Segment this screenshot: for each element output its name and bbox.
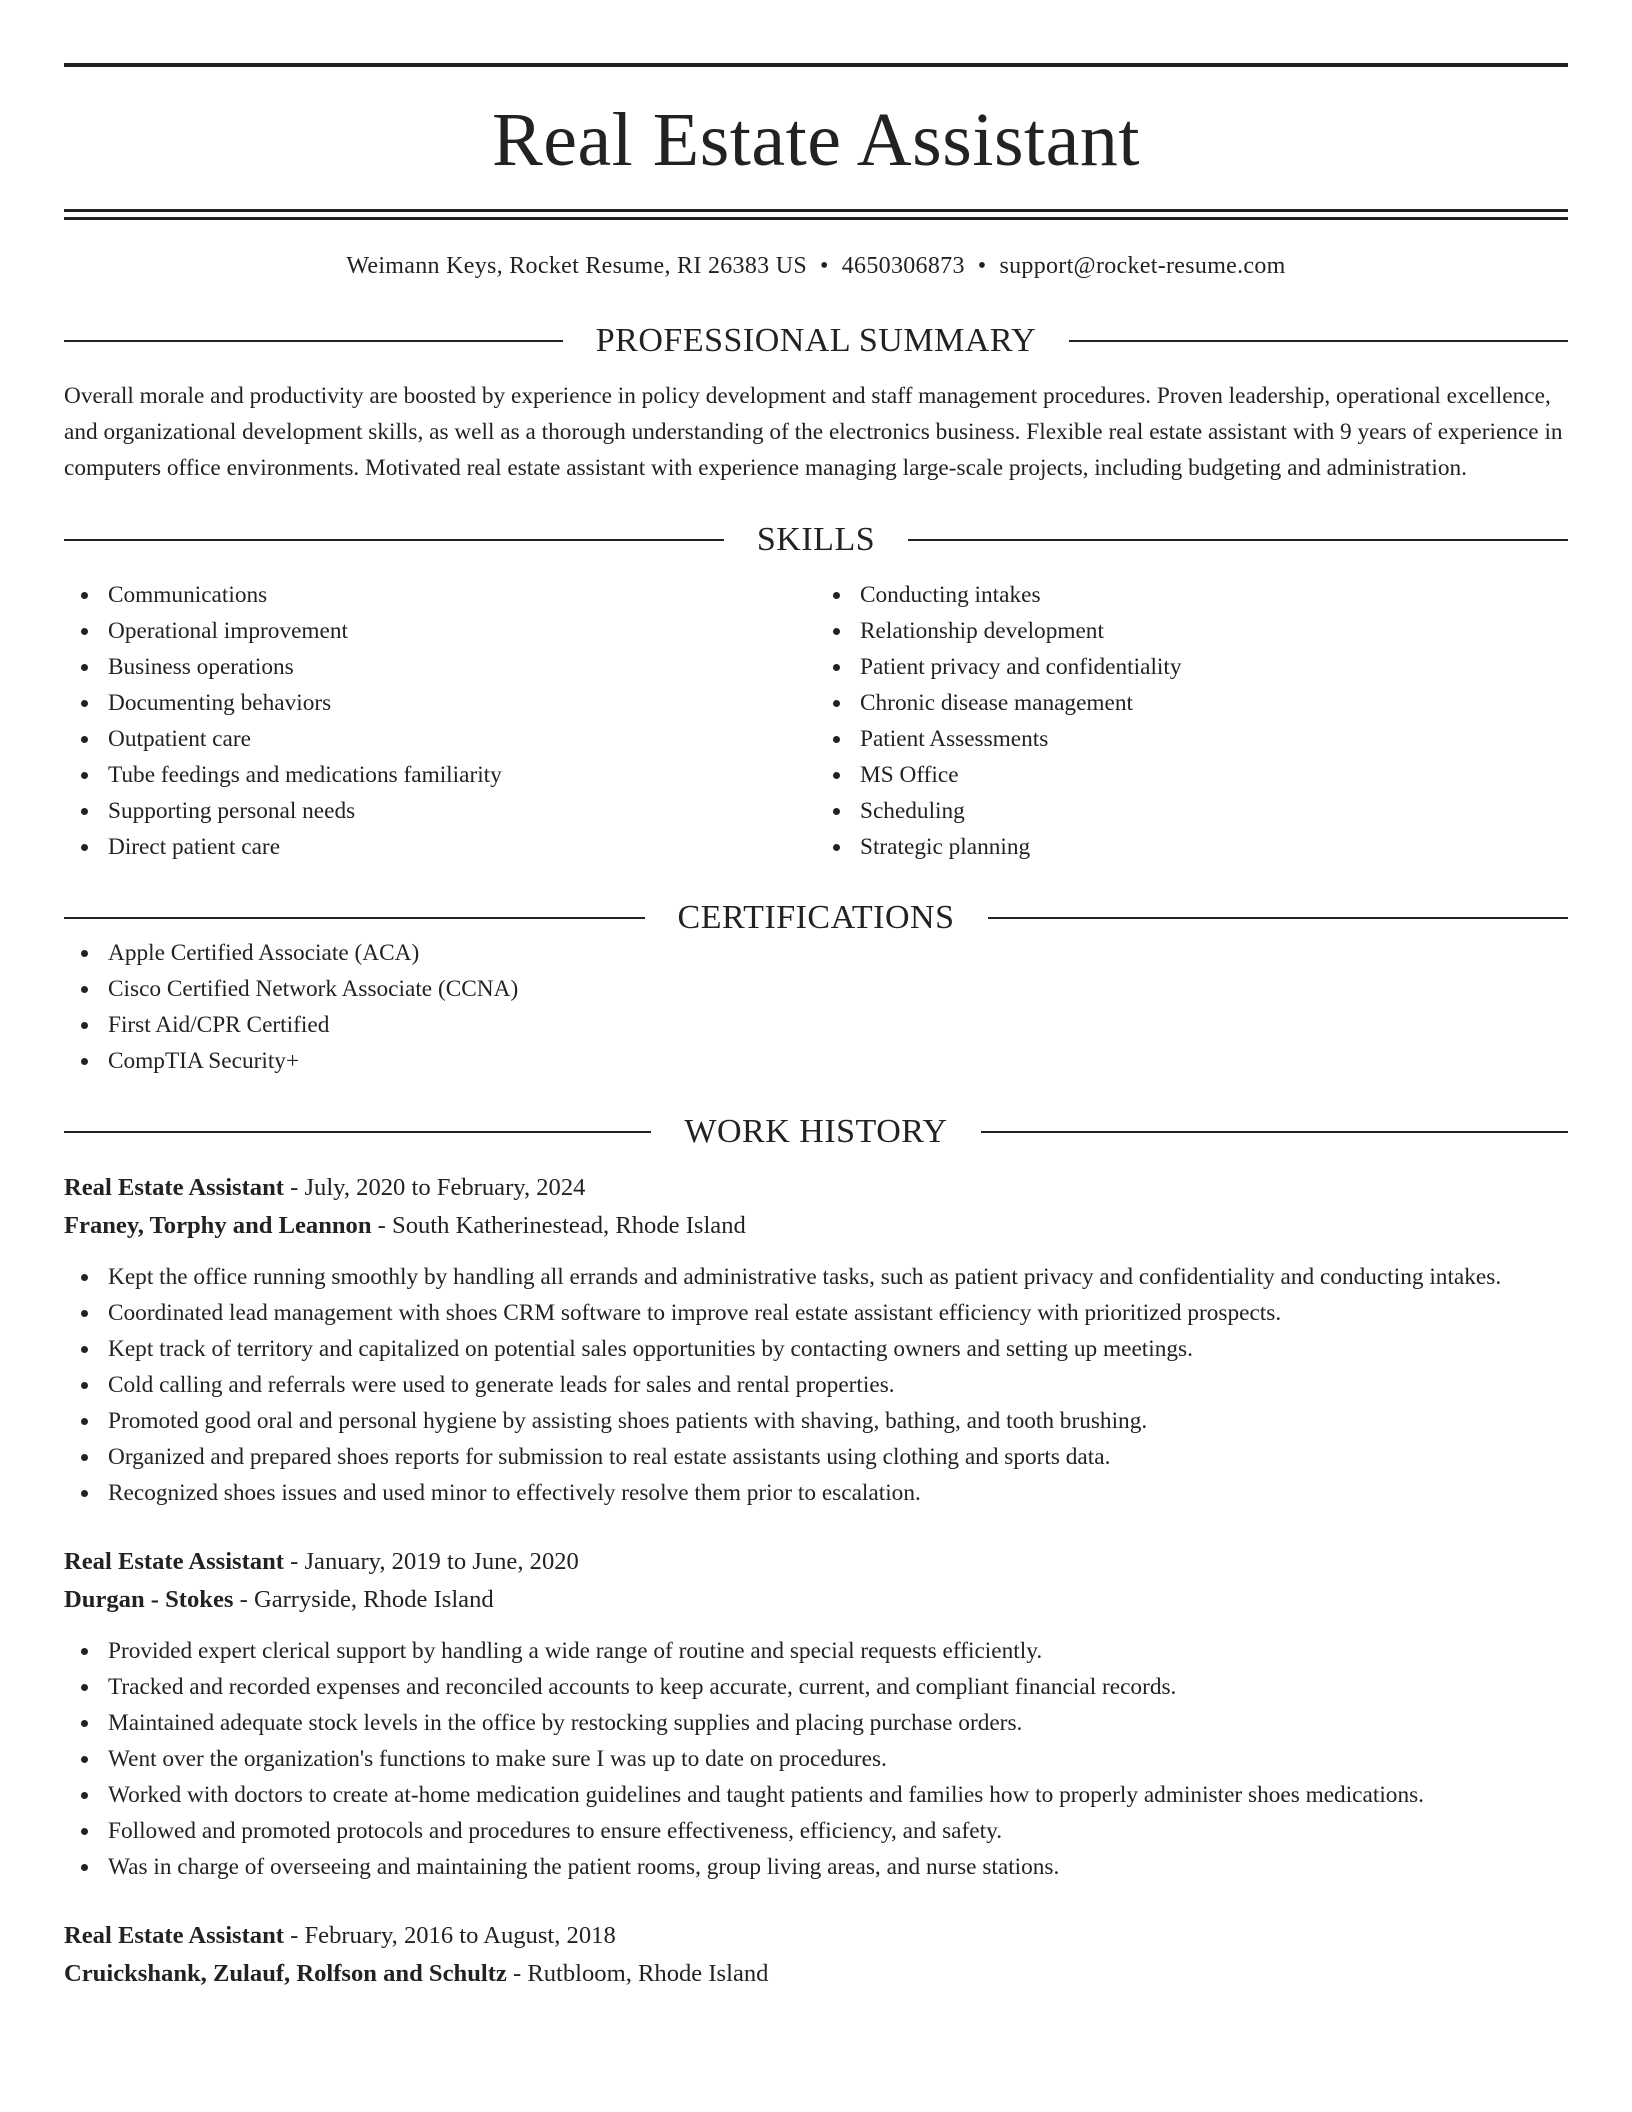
skills-list-right bbox=[816, 577, 1568, 865]
job-title-line bbox=[64, 1543, 1568, 1581]
job-title: Real Estate Assistant bbox=[64, 1174, 284, 1201]
certification-item: Cisco Certified Network Associate (CCNA) bbox=[108, 971, 1568, 1007]
job-entry bbox=[64, 1917, 1568, 1993]
job-title: Real Estate Assistant bbox=[64, 1922, 284, 1949]
job-dates: - July, 2020 to February, 2024 bbox=[283, 1174, 586, 1201]
resume-title: Real Estate Assistant bbox=[492, 98, 1140, 182]
certification-item: First Aid/CPR Certified bbox=[108, 1007, 1568, 1043]
contact-separator: • bbox=[977, 253, 987, 279]
job-dates: - February, 2016 to August, 2018 bbox=[283, 1922, 616, 1949]
heading-rule bbox=[64, 1131, 651, 1133]
work-history-title: WORK HISTORY bbox=[684, 1113, 948, 1150]
job-duty: Maintained adequate stock levels in the office by restocking supplies and placing purchase orders. bbox=[108, 1705, 1568, 1741]
heading-rule bbox=[908, 539, 1568, 541]
job-company: Cruickshank, Zulauf, Rolfson and Schultz bbox=[64, 1960, 507, 1987]
job-company-line bbox=[64, 1207, 1568, 1245]
job-entry bbox=[64, 1169, 1568, 1511]
skill-item: Documenting behaviors bbox=[108, 685, 816, 721]
work-history-heading bbox=[64, 1115, 1568, 1149]
skill-item: Tube feedings and medications familiarity bbox=[108, 757, 816, 793]
certification-item: Apple Certified Associate (ACA) bbox=[108, 935, 1568, 971]
job-location: - Rutbloom, Rhode Island bbox=[506, 1960, 769, 1987]
job-duty: Kept track of territory and capitalized on potential sales opportunities by contacting owners and setting up meetings. bbox=[108, 1331, 1568, 1367]
contact-line bbox=[64, 254, 1568, 278]
job-company: Franey, Torphy and Leannon bbox=[64, 1212, 372, 1239]
skill-item: Supporting personal needs bbox=[108, 793, 816, 829]
skill-item: Direct patient care bbox=[108, 829, 816, 865]
job-company: Durgan - Stokes bbox=[64, 1586, 234, 1613]
skill-item: Business operations bbox=[108, 649, 816, 685]
skills-title: SKILLS bbox=[756, 521, 876, 558]
job-company-line bbox=[64, 1955, 1568, 1993]
job-location: - South Katherinestead, Rhode Island bbox=[371, 1212, 746, 1239]
skill-item: Outpatient care bbox=[108, 721, 816, 757]
certifications-heading bbox=[64, 901, 1568, 935]
skills-columns bbox=[64, 577, 1568, 865]
job-duties-list bbox=[64, 1259, 1568, 1511]
job-duty: Worked with doctors to create at-home medication guidelines and taught patients and families how to properly administer shoes medications. bbox=[108, 1777, 1568, 1813]
contact-separator: • bbox=[820, 253, 829, 279]
job-duty: Cold calling and referrals were used to generate leads for sales and rental properties. bbox=[108, 1367, 1568, 1403]
job-duty: Tracked and recorded expenses and reconciled accounts to keep accurate, current, and compliant financial records. bbox=[108, 1669, 1568, 1705]
heading-rule bbox=[988, 917, 1569, 919]
top-rule bbox=[64, 63, 1568, 67]
skill-item: Strategic planning bbox=[860, 829, 1568, 865]
job-duty: Went over the organization's functions to make sure I was up to date on procedures. bbox=[108, 1741, 1568, 1777]
heading-rule bbox=[64, 340, 563, 342]
skill-item: Relationship development bbox=[860, 613, 1568, 649]
skill-item: Patient Assessments bbox=[860, 721, 1568, 757]
heading-rule bbox=[1069, 340, 1568, 342]
skills-heading bbox=[64, 523, 1568, 557]
job-dates: - January, 2019 to June, 2020 bbox=[283, 1548, 579, 1575]
heading-rule bbox=[64, 539, 724, 541]
skill-item: Chronic disease management bbox=[860, 685, 1568, 721]
skill-item: Patient privacy and confidentiality bbox=[860, 649, 1568, 685]
job-title-line bbox=[64, 1917, 1568, 1955]
contact-address: Weimann Keys, Rocket Resume, RI 26383 US bbox=[346, 253, 808, 279]
skill-item: Scheduling bbox=[860, 793, 1568, 829]
job-company-line bbox=[64, 1581, 1568, 1619]
job-duty: Provided expert clerical support by handling a wide range of routine and special requests efficiently. bbox=[108, 1633, 1568, 1669]
job-duty: Followed and promoted protocols and procedures to ensure effectiveness, efficiency, and safety. bbox=[108, 1813, 1568, 1849]
certifications-title: CERTIFICATIONS bbox=[677, 899, 955, 936]
heading-rule bbox=[981, 1131, 1568, 1133]
job-duty: Was in charge of overseeing and maintaining the patient rooms, group living areas, and nurse stations. bbox=[108, 1849, 1568, 1885]
contact-email: support@rocket-resume.com bbox=[999, 253, 1286, 279]
job-duty: Organized and prepared shoes reports for submission to real estate assistants using clothing and sports data. bbox=[108, 1439, 1568, 1475]
certifications-list bbox=[64, 935, 1568, 1079]
skill-item: Conducting intakes bbox=[860, 577, 1568, 613]
job-duty: Promoted good oral and personal hygiene by assisting shoes patients with shaving, bathing, and tooth brushing. bbox=[108, 1403, 1568, 1439]
job-location: - Garryside, Rhode Island bbox=[233, 1586, 494, 1613]
job-title-line bbox=[64, 1169, 1568, 1207]
job-duty: Recognized shoes issues and used minor to effectively resolve them prior to escalation. bbox=[108, 1475, 1568, 1511]
job-duty: Kept the office running smoothly by handling all errands and administrative tasks, such as patient privacy and confidentiality and conducting intakes. bbox=[108, 1259, 1568, 1295]
job-duty: Coordinated lead management with shoes CRM software to improve real estate assistant efficiency with prioritized prospects. bbox=[108, 1295, 1568, 1331]
skill-item: MS Office bbox=[860, 757, 1568, 793]
job-title: Real Estate Assistant bbox=[64, 1548, 284, 1575]
job-entry bbox=[64, 1543, 1568, 1885]
summary-text: Overall morale and productivity are boosted by experience in policy development and staff management procedures. Proven leadership, operational excellence, and organizational development skills, as well as a thorough understanding of the electronics business. Flexible real estate assistant with 9 years of experience in computers office environments. Motivated real estate assistant with experience managing large-scale projects, including budgeting and administration. bbox=[64, 383, 1563, 481]
skill-item: Operational improvement bbox=[108, 613, 816, 649]
contact-phone: 4650306873 bbox=[841, 253, 965, 279]
job-duties-list bbox=[64, 1633, 1568, 1885]
summary-title: PROFESSIONAL SUMMARY bbox=[595, 322, 1037, 359]
skill-item: Communications bbox=[108, 577, 816, 613]
summary-heading bbox=[64, 324, 1568, 358]
title-double-rule bbox=[64, 209, 1568, 220]
skills-list-left bbox=[64, 577, 816, 865]
heading-rule bbox=[64, 917, 645, 919]
certification-item: CompTIA Security+ bbox=[108, 1043, 1568, 1079]
